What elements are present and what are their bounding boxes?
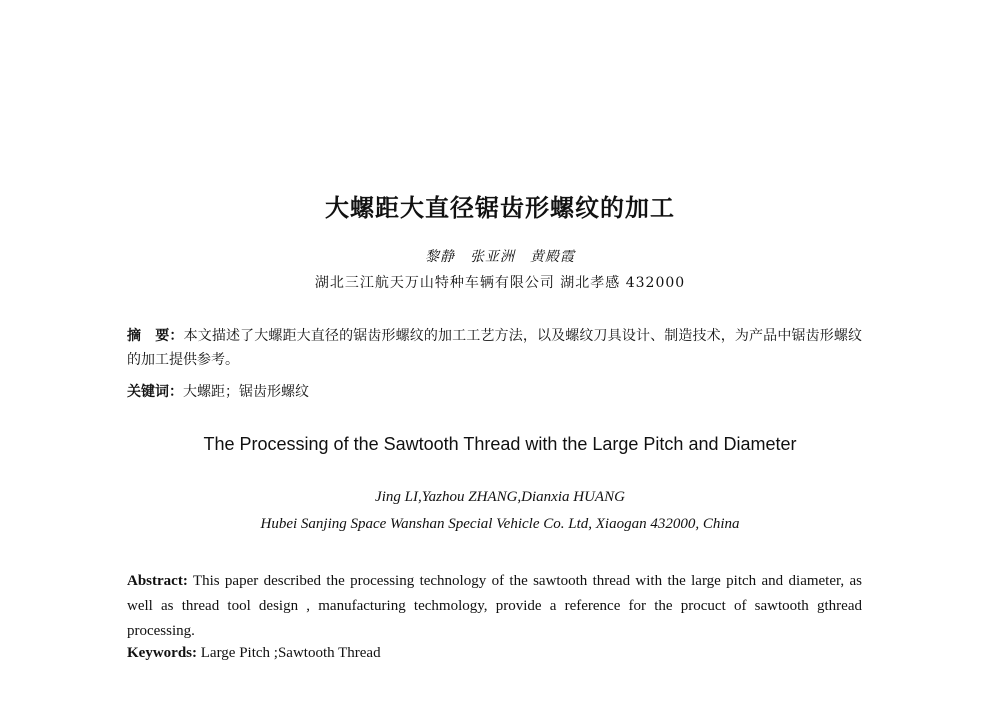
author-list-chinese: 黎静 张亚洲 黄殿霞 bbox=[425, 249, 575, 265]
keywords-label-english: Keywords: bbox=[127, 645, 197, 661]
abstract-chinese bbox=[127, 324, 862, 372]
keywords-text-english: Large Pitch ;Sawtooth Thread bbox=[197, 645, 381, 661]
keywords-english bbox=[127, 645, 862, 662]
keywords-chinese bbox=[127, 381, 862, 401]
abstract-text-chinese: 本文描述了大螺距大直径的锯齿形螺纹的加工工艺方法，以及螺纹刀具设计、制造技术，为产品中锯齿形螺纹的加工提供参考。 bbox=[127, 328, 863, 368]
affiliation-chinese: 湖北三江航天万山特种车辆有限公司 湖北孝感 432000 bbox=[314, 275, 686, 291]
abstract-label-chinese: 摘 要： bbox=[127, 328, 184, 344]
keywords-text-chinese: 大螺距；锯齿形螺纹 bbox=[183, 384, 309, 400]
paper-title-english: The Processing of the Sawtooth Thread with the Large Pitch and Diameter bbox=[203, 434, 797, 454]
author-list-english: Jing LI,Yazhou ZHANG,Dianxia HUANG bbox=[375, 489, 625, 505]
abstract-label-english: Abstract: bbox=[127, 573, 188, 589]
affiliation-english: Hubei Sanjing Space Wanshan Special Vehicle Co. Ltd, Xiaogan 432000, China bbox=[260, 516, 740, 532]
paper-title-chinese: 大螺距大直径锯齿形螺纹的加工 bbox=[325, 194, 675, 222]
abstract-text-english: This paper described the processing technology of the sawtooth thread with the large pitch and diameter, as well as thread tool design , manufacturing techmology, provide a reference for the procuct of sawtooth gthread processing. bbox=[127, 573, 862, 639]
abstract-english bbox=[127, 569, 862, 644]
keywords-label-chinese: 关键词： bbox=[127, 384, 183, 400]
